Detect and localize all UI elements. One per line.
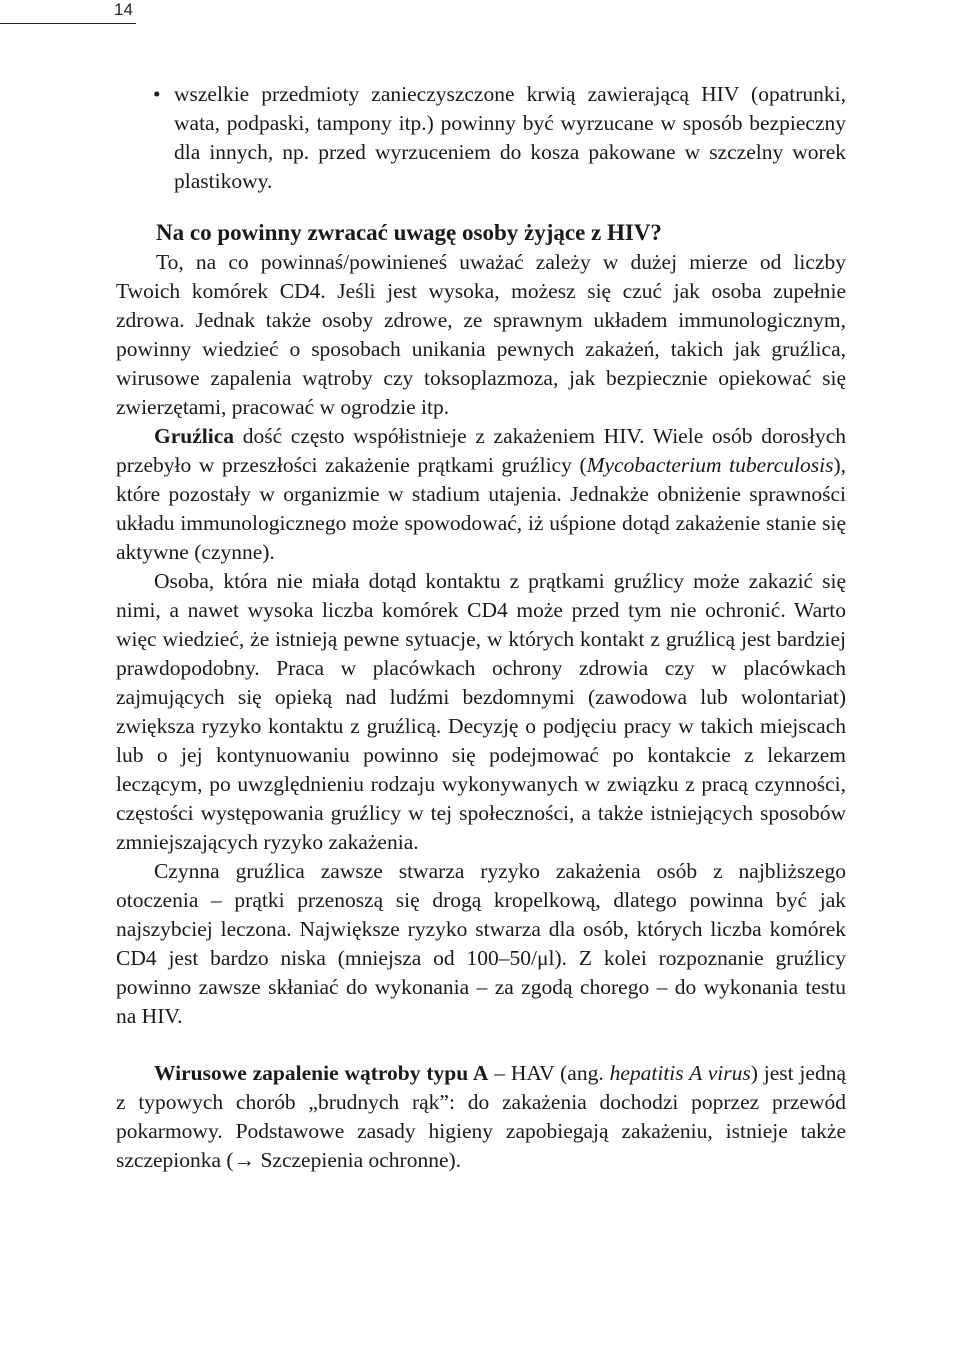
hav-latin-name: hepatitis A virus — [609, 1061, 751, 1085]
section-heading: Na co powinny zwracać uwagę osoby żyjące z HIV? — [156, 220, 662, 245]
tb-term: Gruźlica — [154, 424, 235, 448]
bullet-text: wszelkie przedmioty zanieczyszczone krwią zawierającą HIV (opatrunki, wata, podpaski, tampony itp.) powinny być wyrzucane w sposób bezpieczny dla innych, np. przed wyrzuceniem do kosza pakowane w szczelny worek plastikowy. — [174, 82, 846, 193]
tb-paragraph-3: Czynna gruźlica zawsze stwarza ryzyko zakażenia osób z najbliższego otoczenia – prątki przenoszą się drogą kropelkową, dlatego powinna być jak najszybciej leczona. Największe ryzyko stwarza dla osób, których liczba komórek CD4 jest bardzo niska (mniejsza od 100–50/μl). Z kolei rozpoznanie gruźlicy powinno zawsze skłaniać do wykonania – za zgodą chorego – do wykonania testu na HIV. — [116, 859, 846, 1028]
tb-text-1b: ), które pozostały w organizmie w stadium utajenia. Jednakże obniżenie sprawności układu immunologicznego może spowodować, iż uśpione dotąd zakażenie stanie się aktywne (czynne). — [116, 453, 846, 564]
page-content — [116, 80, 846, 1175]
bullet-marker: • — [153, 82, 161, 106]
tb-paragraph-2: Osoba, która nie miała dotąd kontaktu z prątkami gruźlicy może zakazić się nimi, a nawet wysoka liczba komórek CD4 może przed tym nie ochronić. Warto więc wiedzieć, że istnieją pewne sytuacje, w których kontakt z gruźlicą jest bardziej prawdopodobny. Praca w placówkach ochrony zdrowia czy w placówkach zajmujących się opieką nad ludźmi bezdomnymi (zawodowa lub wolontariat) zwiększa ryzyko kontaktu z gruźlicą. Decyzję o podjęciu pracy w takich miejscach lub o jej kontynuowaniu powinno się podejmować po kontakcie z lekarzem leczącym, po uwzględnieniu rodzaju wykonywanych w związku z pracą czynności, częstości występowania gruźlicy w tej społeczności, a także istniejących sposobów zmniejszających ryzyko zakażenia. — [116, 569, 846, 854]
hav-text-b: ) jest jedną z typowych chorób „brudnych rąk”: do zakażenia dochodzi poprzez przewód pokarmowy. Podstawowe zasady higieny zapobiegają zakażeniu, istnieje także szczepionka (→ Szczepienia ochronne). — [116, 1061, 846, 1172]
bullet-list — [116, 80, 846, 196]
tb-latin-name: Mycobacterium tuberculosis — [586, 453, 834, 477]
hav-term: Wirusowe zapalenie wątroby typu A — [154, 1061, 489, 1085]
list-item — [116, 80, 846, 196]
tb-paragraph-1 — [116, 422, 846, 567]
hav-paragraph — [116, 1059, 846, 1175]
tb-text-1a: dość często współistnieje z zakażeniem HIV. Wiele osób dorosłych przebyło w przeszłości zakażenie prątkami gruźlicy ( — [116, 424, 847, 477]
hav-text-a: – HAV (ang. — [488, 1061, 610, 1085]
page-number: 14 — [0, 0, 136, 24]
intro-paragraph: To, na co powinnaś/powinieneś uważać zależy w dużej mierze od liczby Twoich komórek CD4. Jeśli jest wysoka, możesz się czuć jak osoba zupełnie zdrowa. Jednak także osoby zdrowe, ze sprawnym układem immunologicznym, powinny wiedzieć o sposobach unikania pewnych zakażeń, takich jak gruźlica, wirusowe zapalenia wątroby czy toksoplazmoza, jak bezpiecznie opiekować się zwierzętami, pracować w ogrodzie itp. — [116, 250, 846, 419]
